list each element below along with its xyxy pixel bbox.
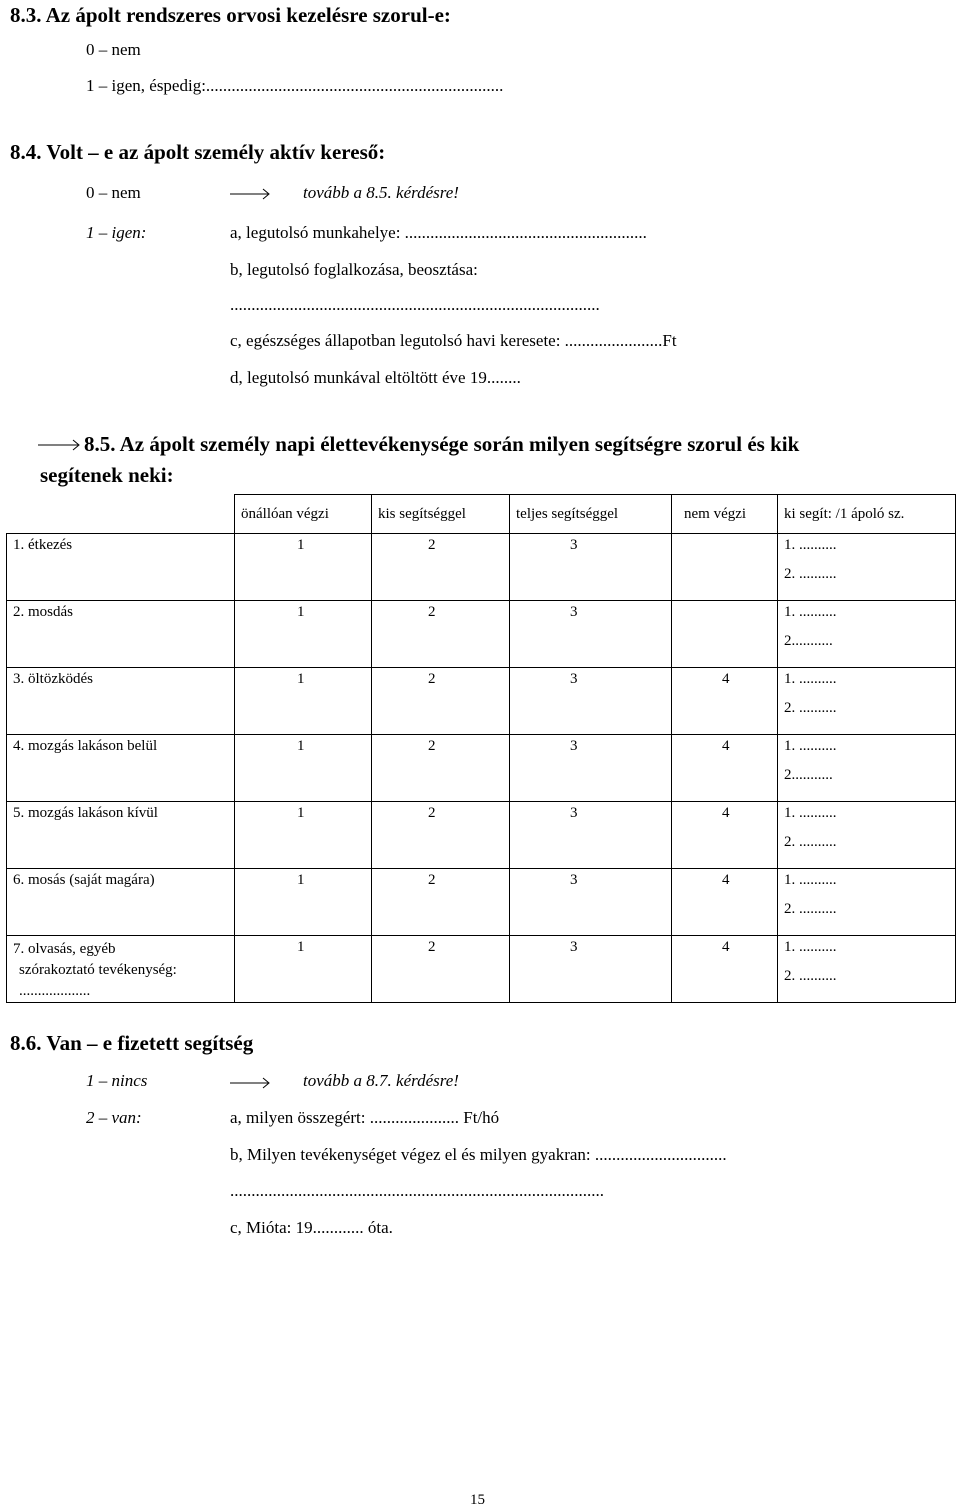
row-label-cont: szórakoztató tevékenység:	[19, 962, 177, 978]
helper-2: 2. ..........	[784, 968, 837, 984]
q85-heading: 8.5. Az ápolt személy napi élettevékenysége során milyen segítségre szorul és kik	[84, 432, 800, 456]
cell-value: 2	[372, 869, 510, 936]
table-row	[7, 534, 956, 601]
q86-c: c, Mióta: 19............ óta.	[230, 1218, 393, 1237]
q84-a: a, legutolsó munkahelye: .........................................................	[230, 223, 647, 242]
arrow-right-icon	[38, 438, 82, 457]
cell-value: 3	[510, 668, 672, 735]
q86-option-1-next: tovább a 8.7. kérdésre!	[303, 1071, 459, 1090]
row-label: 5. mozgás lakáson kívül	[7, 802, 235, 869]
q84-b-line: .......................................................................................	[230, 295, 600, 314]
row-label: 4. mozgás lakáson belül	[7, 735, 235, 802]
helper-2: 2. ..........	[784, 901, 837, 917]
table-row	[7, 735, 956, 802]
cell-value: 3	[510, 869, 672, 936]
cell-value	[672, 534, 778, 601]
activity-table	[6, 494, 956, 1003]
helper-2: 2. ..........	[784, 700, 837, 716]
row-label-multiline	[7, 936, 235, 1003]
cell-value: 3	[510, 534, 672, 601]
cell-value: 2	[372, 802, 510, 869]
q84-b: b, legutolsó foglalkozása, beosztása:	[230, 260, 478, 279]
cell-value: 1	[235, 668, 372, 735]
cell-value: 4	[672, 936, 778, 1003]
q84-option-0-label: 0 – nem	[86, 183, 141, 202]
table-header-cell: önállóan végzi	[235, 495, 372, 534]
cell-value: 2	[372, 735, 510, 802]
q86-b: b, Milyen tevékenységet végez el és milyen gyakran: ...............................	[230, 1145, 727, 1164]
cell-value: 4	[672, 802, 778, 869]
table-header-cell: teljes segítséggel	[510, 495, 672, 534]
cell-value: 1	[235, 735, 372, 802]
cell-value	[672, 601, 778, 668]
page-number: 15	[470, 1492, 485, 1508]
helper-cell	[778, 936, 956, 1003]
table-header-cell: kis segítséggel	[372, 495, 510, 534]
cell-value: 4	[672, 668, 778, 735]
row-label: 7. olvasás, egyéb	[13, 941, 116, 957]
helper-2: 2. ..........	[784, 566, 837, 582]
cell-value: 1	[235, 601, 372, 668]
table-row	[7, 936, 956, 1003]
table-header-row	[7, 495, 956, 534]
q84-option-0-next: tovább a 8.5. kérdésre!	[303, 183, 459, 202]
helper-cell	[778, 735, 956, 802]
q83-heading: 8.3. Az ápolt rendszeres orvosi kezelésre szorul-e:	[10, 3, 451, 27]
cell-value: 1	[235, 534, 372, 601]
q86-heading: 8.6. Van – e fizetett segítség	[10, 1031, 254, 1055]
helper-cell	[778, 668, 956, 735]
q84-heading: 8.4. Volt – e az ápolt személy aktív kereső:	[10, 140, 386, 164]
q86-a: a, milyen összegért: ..................... Ft/hó	[230, 1108, 500, 1127]
helper-1: 1. ..........	[784, 604, 837, 620]
q83-option-0: 0 – nem	[86, 40, 141, 59]
q84-d: d, legutolsó munkával eltöltött éve 19........	[230, 368, 521, 387]
table-row	[7, 668, 956, 735]
row-label-blank: ...................	[19, 983, 91, 999]
q83-option-1: 1 – igen, éspedig:......................................................................	[86, 76, 504, 95]
cell-value: 3	[510, 735, 672, 802]
arrow-right-icon	[230, 186, 272, 205]
cell-value: 4	[672, 869, 778, 936]
helper-1: 1. ..........	[784, 537, 837, 553]
cell-value: 1	[235, 802, 372, 869]
helper-1: 1. ..........	[784, 805, 837, 821]
helper-1: 1. ..........	[784, 872, 837, 888]
arrow-right-icon	[230, 1075, 272, 1094]
cell-value: 2	[372, 668, 510, 735]
cell-value: 1	[235, 869, 372, 936]
table-row	[7, 601, 956, 668]
row-label: 6. mosás (saját magára)	[7, 869, 235, 936]
helper-cell	[778, 534, 956, 601]
row-label: 1. étkezés	[7, 534, 235, 601]
helper-2: 2. ..........	[784, 834, 837, 850]
cell-value: 2	[372, 534, 510, 601]
helper-cell	[778, 802, 956, 869]
cell-value: 2	[372, 936, 510, 1003]
row-label: 3. öltözködés	[7, 668, 235, 735]
cell-value: 4	[672, 735, 778, 802]
helper-2: 2...........	[784, 767, 833, 783]
helper-cell	[778, 869, 956, 936]
table-row	[7, 869, 956, 936]
helper-2: 2...........	[784, 633, 833, 649]
cell-value: 1	[235, 936, 372, 1003]
cell-value: 3	[510, 802, 672, 869]
q86-option-1-label: 1 – nincs	[86, 1071, 148, 1090]
q84-option-1-label: 1 – igen:	[86, 223, 147, 242]
cell-value: 3	[510, 601, 672, 668]
q85-heading-cont: segítenek neki:	[40, 463, 174, 487]
table-header-cell: ki segít: /1 ápoló sz.	[778, 495, 956, 534]
helper-1: 1. ..........	[784, 939, 837, 955]
helper-1: 1. ..........	[784, 738, 837, 754]
table-header-cell: nem végzi	[672, 495, 778, 534]
cell-value: 3	[510, 936, 672, 1003]
table-header-empty	[7, 495, 235, 534]
q86-option-2-label: 2 – van:	[86, 1108, 142, 1127]
helper-1: 1. ..........	[784, 671, 837, 687]
helper-cell	[778, 601, 956, 668]
q86-b-line: ........................................................................................	[230, 1181, 604, 1200]
q84-c: c, egészséges állapotban legutolsó havi keresete: .......................Ft	[230, 331, 677, 350]
cell-value: 2	[372, 601, 510, 668]
row-label: 2. mosdás	[7, 601, 235, 668]
table-row	[7, 802, 956, 869]
